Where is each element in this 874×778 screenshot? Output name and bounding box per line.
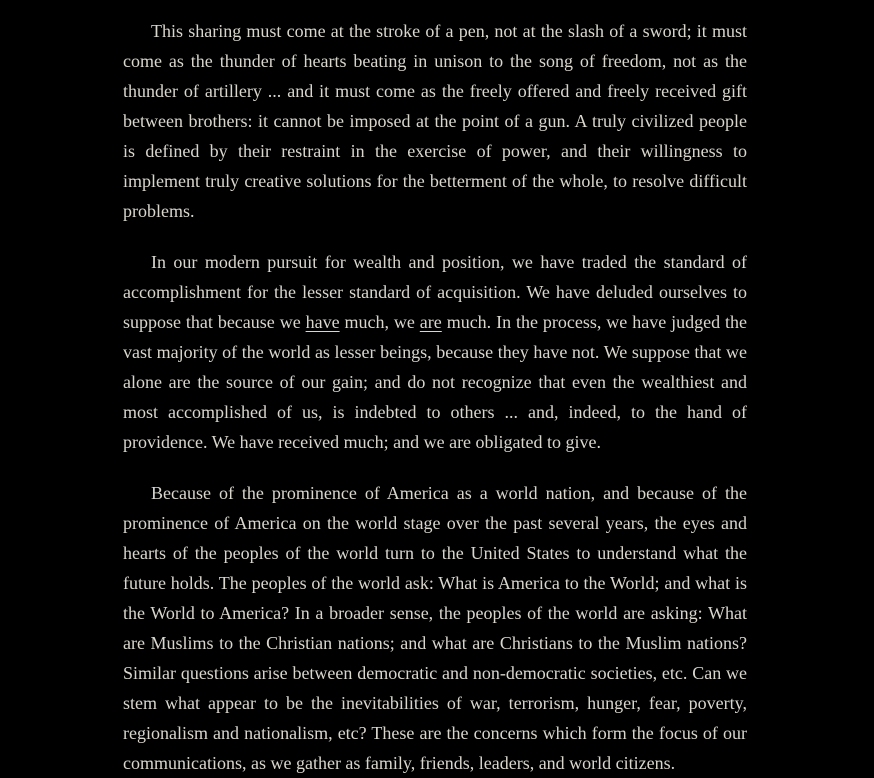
underlined-word-have: have: [305, 312, 340, 332]
paragraph-sharing: [123, 16, 747, 226]
paragraph-text: This sharing must come at the stroke of a pen, not at the slash of a sword; it must come as the thunder of hearts beating in unison to the song of freedom, not as the thunder of artillery ... and it must come as the freely offered and freely received gift between brothers: it cannot be imposed at the point of a gun. A truly civilized people is defined by their restraint in the exercise of power, and their willingness to implement truly creative solutions for the betterment of the whole, to resolve difficult problems.: [123, 21, 747, 221]
paragraph-america-prominence: [123, 478, 747, 778]
paragraph-text: In our modern pursuit for wealth and position, we have traded the standard of accomplishment for the lesser standard of acquisition. We have deluded ourselves to suppose that because we: [123, 252, 747, 332]
paragraph-text: much. In the process, we have judged the vast majority of the world as lesser beings, because they have not. We suppose that we alone are the source of our gain; and do not recognize that even the wealthiest and most accomplished of us, is indebted to others ... and, indeed, to the hand of providence. We have received much; and we are obligated to give.: [123, 312, 747, 452]
paragraph-text: much, we: [339, 312, 420, 332]
document-page: [123, 16, 747, 778]
paragraph-text: Because of the prominence of America as a world nation, and because of the prominence of America on the world stage over the past several years, the eyes and hearts of the peoples of the world turn to the United States to understand what the future holds. The peoples of the world ask: What is America to the World; and what is the World to America? In a broader sense, the peoples of the world are asking: What are Muslims to the Christian nations; and what are Christians to the Muslim nations? Similar questions arise between democratic and non-democratic societies, etc. Can we stem what appear to be the inevitabilities of war, terrorism, hunger, fear, poverty, regionalism and nationalism, etc? These are the concerns which form the focus of our communications, as we gather as family, friends, leaders, and world citizens.: [123, 483, 747, 773]
underlined-word-are: are: [419, 312, 442, 332]
paragraph-modern-pursuit: [123, 247, 747, 457]
